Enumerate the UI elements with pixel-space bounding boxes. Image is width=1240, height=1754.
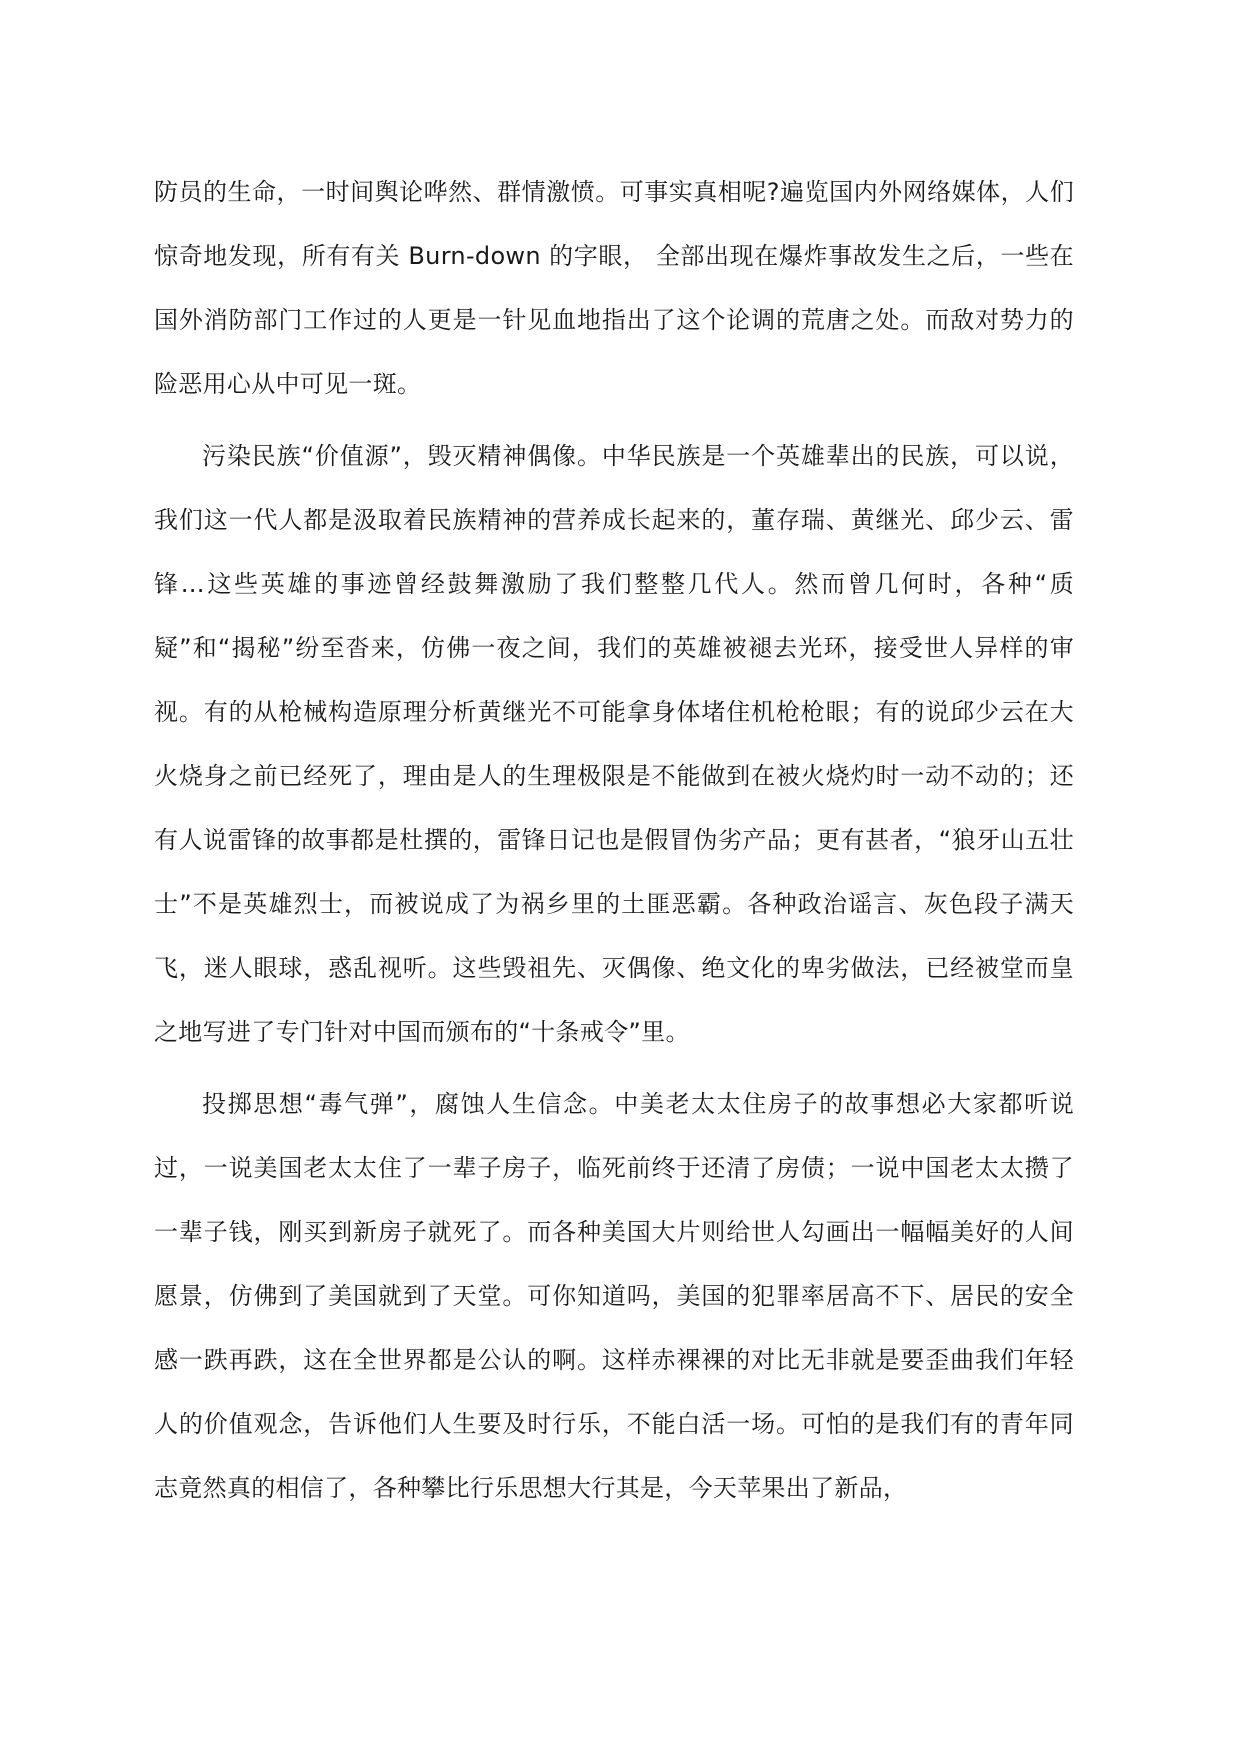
paragraph-3: 投掷思想“毒气弹”，腐蚀人生信念。中美老太太住房子的故事想必大家都听说过，一说美国老太太住了一辈子房子，临死前终于还清了房债；一说中国老太太攒了一辈子钱，刚买到新房子就死了。而各种美国大片则给世人勾画出一幅幅美好的人间愿景，仿佛到了美国就到了天堂。可你知道吗，美国的犯罪率居高不下、居民的安全感一跌再跌，这在全世界都是公认的啊。这样赤裸裸的对比无非就是要歪曲我们年轻人的价值观念，告诉他们人生要及时行乐，不能白活一场。可怕的是我们有的青年同志竟然真的相信了，各种攀比行乐思想大行其是，今天苹果出了新品， (154, 1090, 1074, 1502)
document-body (154, 160, 1074, 1520)
paragraph-2: 污染民族“价值源”，毁灭精神偶像。中华民族是一个英雄辈出的民族，可以说，我们这一代人都是汲取着民族精神的营养成长起来的，董存瑞、黄继光、邱少云、雷锋…这些英雄的事迹曾经鼓舞激励了我们整整几代人。然而曾几何时，各种“质疑”和“揭秘”纷至沓来，仿佛一夜之间，我们的英雄被褪去光环，接受世人异样的审视。有的从枪械构造原理分析黄继光不可能拿身体堵住机枪枪眼；有的说邱少云在大火烧身之前已经死了，理由是人的生理极限是不能做到在被火烧灼时一动不动的；还有人说雷锋的故事都是杜撰的，雷锋日记也是假冒伪劣产品；更有甚者，“狼牙山五壮士”不是英雄烈士，而被说成了为祸乡里的土匪恶霸。各种政治谣言、灰色段子满天飞，迷人眼球，惑乱视听。这些毁祖先、灭偶像、绝文化的卑劣做法，已经被堂而皇之地写进了专门针对中国而颁布的“十条戒令”里。 (154, 442, 1074, 1046)
paragraph-spacer (154, 1064, 1074, 1072)
paragraph-spacer (154, 416, 1074, 424)
paragraph-1: 防员的生命，一时间舆论哗然、群情激愤。可事实真相呢?遍览国内外网络媒体，人们惊奇地发现，所有有关 Burn-down 的字眼， 全部出现在爆炸事故发生之后，一些在国外消防部门工作过的人更是一针见血地指出了这个论调的荒唐之处。而敌对势力的险恶用心从中可见一斑。 (154, 178, 1074, 398)
